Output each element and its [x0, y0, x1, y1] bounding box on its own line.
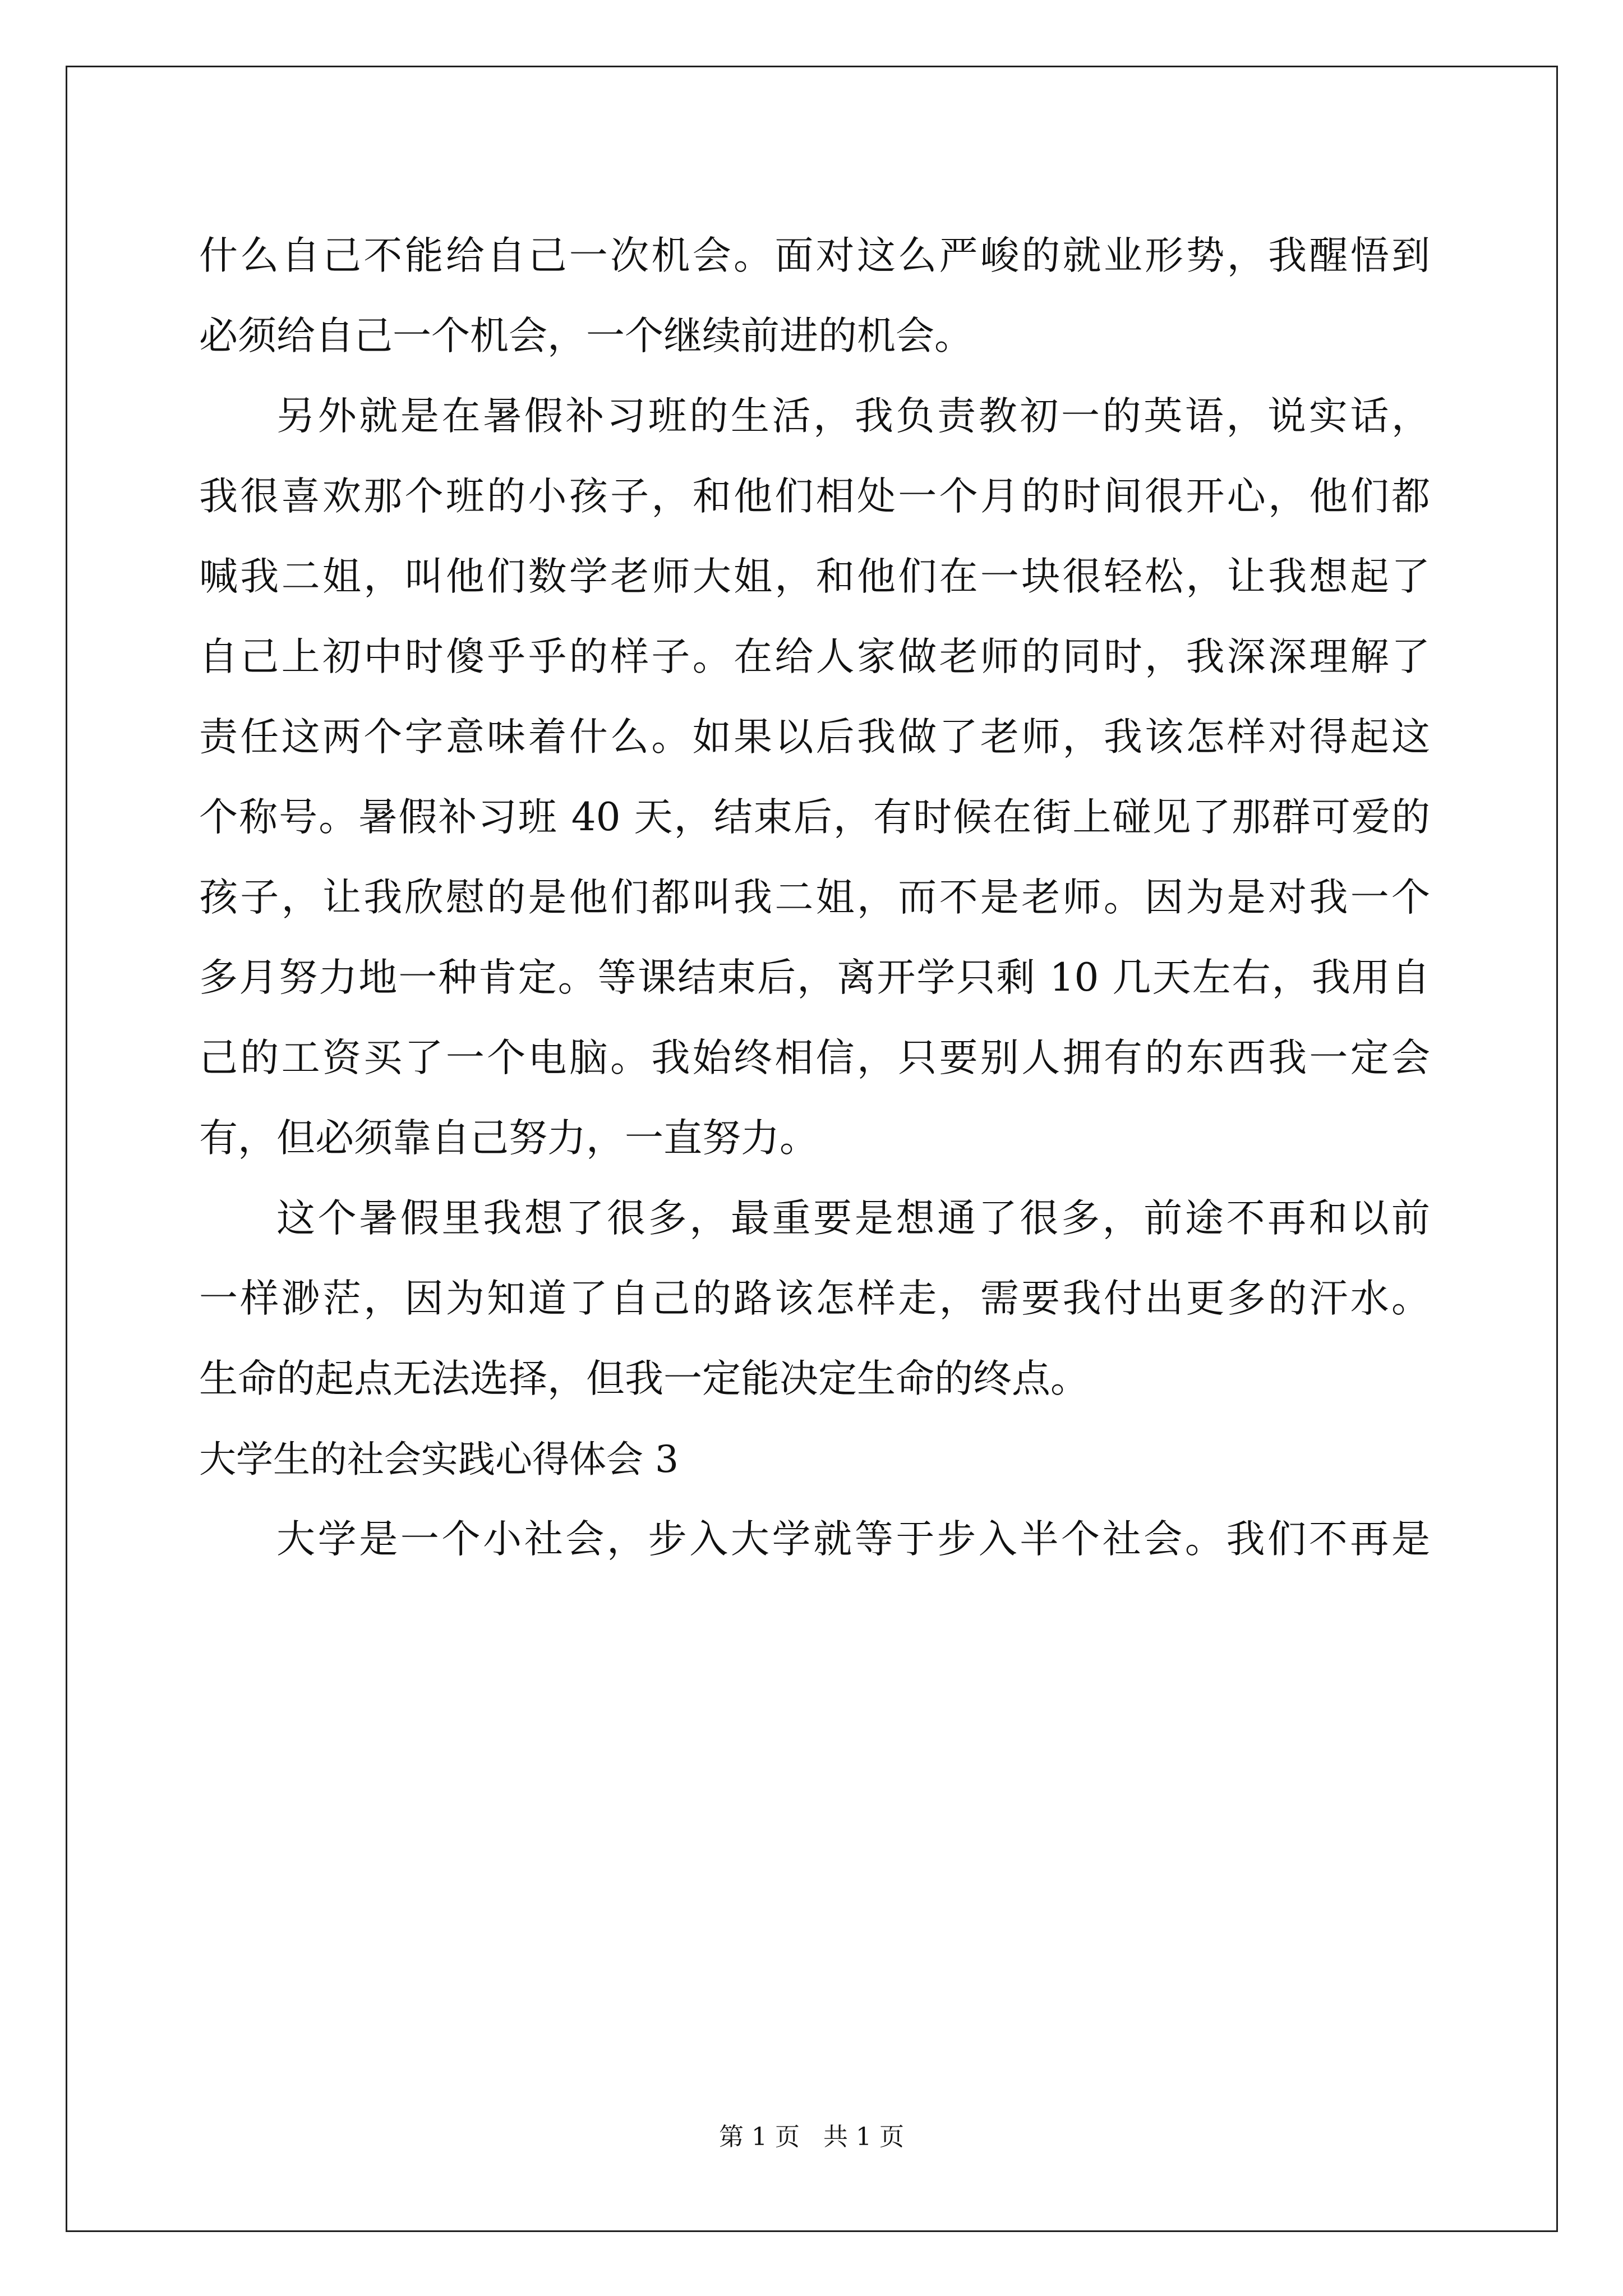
text-line: 自己上初中时傻乎乎的样子。在给人家做老师的同时，我深深理解了	[199, 634, 1430, 679]
text-line: 责任这两个字意味着什么。如果以后我做了老师，我该怎样对得起这	[199, 715, 1430, 760]
text-line: 必须给自己一个机会，一个继续前进的机会。	[199, 314, 973, 358]
document-body	[199, 216, 1430, 1580]
text-line: 什么自己不能给自己一次机会。面对这么严峻的就业形势，我醒悟到	[199, 233, 1430, 278]
page-footer	[0, 2120, 1623, 2154]
text-line: 有，但必须靠自己努力，一直努力。	[199, 1116, 818, 1161]
text-line: 多月努力地一种肯定。等课结束后，离开学只剩 10 几天左右，我用自	[199, 955, 1430, 1000]
text-line: 一样渺茫，因为知道了自己的路该怎样走，需要我付出更多的汗水。	[199, 1276, 1430, 1321]
text-line: 孩子，让我欣慰的是他们都叫我二姐，而不是老师。因为是对我一个	[199, 875, 1430, 920]
text-line: 另外就是在暑假补习班的生活，我负责教初一的英语，说实话，	[276, 394, 1430, 439]
text-line: 喊我二姐，叫他们数学老师大姐，和他们在一块很轻松，让我想起了	[199, 554, 1430, 599]
text-line: 这个暑假里我想了很多，最重要是想通了很多，前途不再和以前	[276, 1196, 1430, 1241]
footer-spacer	[800, 2123, 823, 2151]
section-heading: 大学生的社会实践心得体会 3	[199, 1438, 679, 1481]
text-line: 生命的起点无法选择，但我一定能决定生命的终点。	[199, 1356, 1089, 1401]
text-line: 己的工资买了一个电脑。我始终相信，只要别人拥有的东西我一定会	[199, 1036, 1430, 1080]
text-line: 我很喜欢那个班的小孩子，和他们相处一个月的时间很开心，他们都	[199, 474, 1430, 519]
text-line: 大学是一个小社会，步入大学就等于步入半个社会。我们不再是	[276, 1517, 1430, 1562]
text-line: 个称号。暑假补习班 40 天，结束后，有时候在街上碰见了那群可爱的	[199, 795, 1430, 840]
page-total: 共 1 页	[823, 2123, 904, 2151]
page-number: 第 1 页	[719, 2123, 800, 2151]
